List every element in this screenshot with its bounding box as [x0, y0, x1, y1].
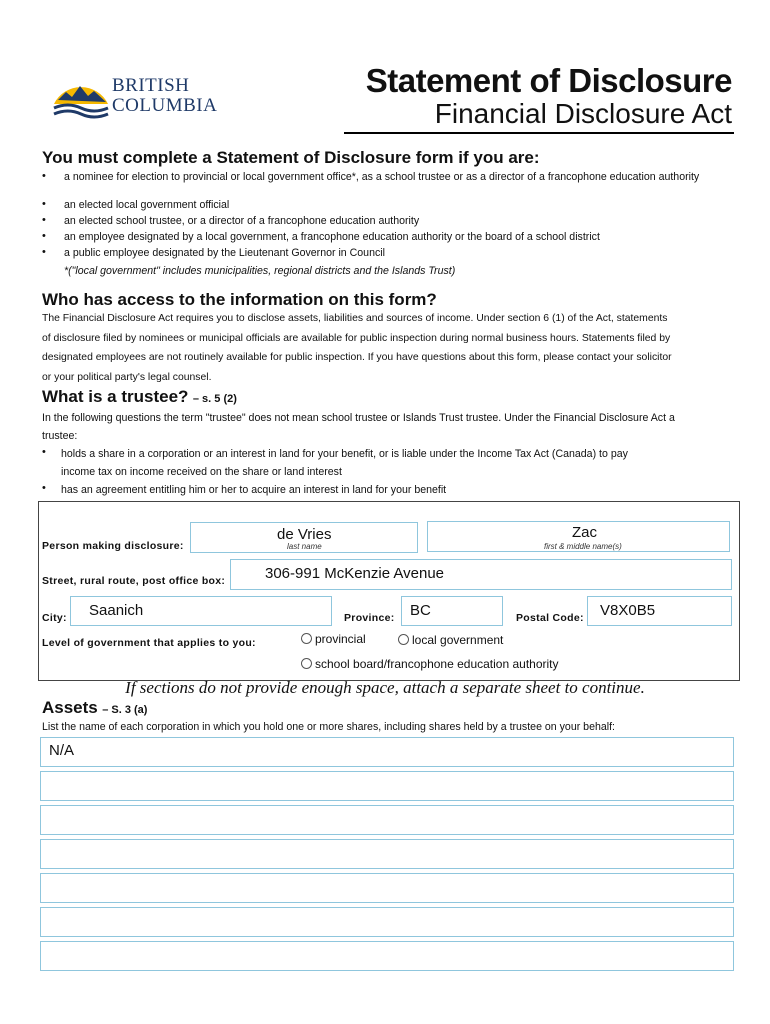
local-government-footnote: *("local government" includes municipalities, regional districts and the Islands Trust) [64, 265, 456, 277]
postal-label: Postal Code: [516, 612, 584, 624]
trustee-heading [42, 387, 237, 407]
assets-heading-text: Assets [42, 698, 98, 717]
access-heading: Who has access to the information on this form? [42, 290, 437, 309]
last-name-field[interactable] [190, 522, 418, 553]
bullet: • [42, 482, 46, 494]
province-field[interactable] [401, 596, 503, 626]
logo-text [112, 76, 217, 116]
who-must-item: a nominee for election to provincial or local government office*, as a school trustee or as a director of a francophone education authority [64, 171, 700, 183]
logo-line-2: COLUMBIA [112, 95, 218, 116]
who-must-item: an employee designated by a local government, a francophone education authority or the board of a school district [64, 231, 600, 243]
asset-row-3[interactable] [40, 805, 734, 835]
bullet: • [42, 214, 46, 226]
city-value: Saanich [89, 602, 144, 619]
page-subtitle: Financial Disclosure Act [434, 98, 732, 129]
first-name-value: Zac [572, 524, 598, 541]
radio-school-board[interactable] [301, 658, 312, 669]
bullet: • [42, 170, 46, 182]
street-label: Street, rural route, post office box: [42, 575, 226, 587]
page-title: Statement of Disclosure [365, 62, 732, 99]
logo-line-1: BRITISH [112, 75, 190, 96]
asset-row-5[interactable] [40, 873, 734, 903]
trustee-intro-line-2: trustee: [42, 430, 78, 442]
asset-row-2[interactable] [40, 771, 734, 801]
bullet: • [42, 198, 46, 210]
bullet: • [42, 246, 46, 258]
asset-row-7[interactable] [40, 941, 734, 971]
access-line: designated employees are not routinely available for public inspection. If you have questions about this form, please contact your solicitor [42, 352, 672, 363]
assets-instruction: List the name of each corporation in which you hold one or more shares, including shares held by a trustee on your behalf: [42, 721, 615, 733]
postal-value: V8X0B5 [600, 602, 656, 619]
continuation-note: If sections do not provide enough space, attach a separate sheet to continue. [125, 678, 645, 697]
radio-local-government[interactable] [398, 634, 409, 645]
bullet: • [42, 230, 46, 242]
province-label: Province: [344, 612, 395, 624]
first-name-hint: first & middle name(s) [544, 542, 622, 551]
level-label: Level of government that applies to you: [42, 637, 256, 649]
access-line: The Financial Disclosure Act requires you to disclose assets, liabilities and sources of income. Under section 6 (1) of the Act, statements [42, 313, 668, 324]
trustee-item-1-line-2: income tax on income received on the share or land interest [61, 466, 342, 478]
city-label: City: [42, 612, 67, 624]
access-paragraph [42, 309, 742, 387]
street-field[interactable] [230, 559, 732, 590]
postal-field[interactable] [587, 596, 732, 626]
bullet: • [42, 446, 46, 458]
trustee-heading-text: What is a trustee? [42, 387, 189, 406]
assets-section: – S. 3 (a) [102, 704, 148, 716]
radio-provincial-label: provincial [315, 632, 366, 646]
last-name-hint: last name [287, 542, 322, 551]
who-must-heading: You must complete a Statement of Disclosure form if you are: [42, 148, 540, 167]
who-must-item: an elected school trustee, or a director of a francophone education authority [64, 215, 420, 227]
who-must-item: an elected local government official [64, 199, 230, 211]
city-field[interactable] [70, 596, 332, 626]
trustee-section: – s. 5 (2) [192, 393, 237, 405]
province-value: BC [410, 602, 431, 619]
trustee-item-2: has an agreement entitling him or her to acquire an interest in land for your benefit [61, 484, 447, 496]
radio-provincial[interactable] [301, 633, 312, 644]
person-label: Person making disclosure: [42, 540, 184, 552]
who-must-item: a public employee designated by the Lieutenant Governor in Council [64, 247, 385, 259]
access-line: or your political party's legal counsel. [42, 371, 212, 383]
first-name-field[interactable] [427, 521, 730, 552]
radio-local-government-label: local government [412, 633, 504, 647]
assets-heading [42, 698, 147, 718]
trustee-intro-line-1: In the following questions the term "trustee" does not mean school trustee or Islands Trust trustee. Under the Financial Disclosure Act a [42, 412, 675, 424]
last-name-value: de Vries [277, 526, 332, 543]
title-rule [344, 132, 734, 134]
street-value: 306-991 McKenzie Avenue [265, 565, 445, 582]
trustee-item-1-line-1: holds a share in a corporation or an interest in land for your benefit, or is liable under the Income Tax Act (Canada) to pay [61, 448, 628, 460]
asset-row-4[interactable] [40, 839, 734, 869]
radio-school-board-label: school board/francophone education authority [315, 657, 559, 671]
asset-row-1[interactable]: N/A [40, 737, 734, 767]
access-line: of disclosure filed by nominees or municipal officials are available for public inspection during normal business hours. Statements filed by [42, 332, 671, 344]
asset-row-6[interactable] [40, 907, 734, 937]
